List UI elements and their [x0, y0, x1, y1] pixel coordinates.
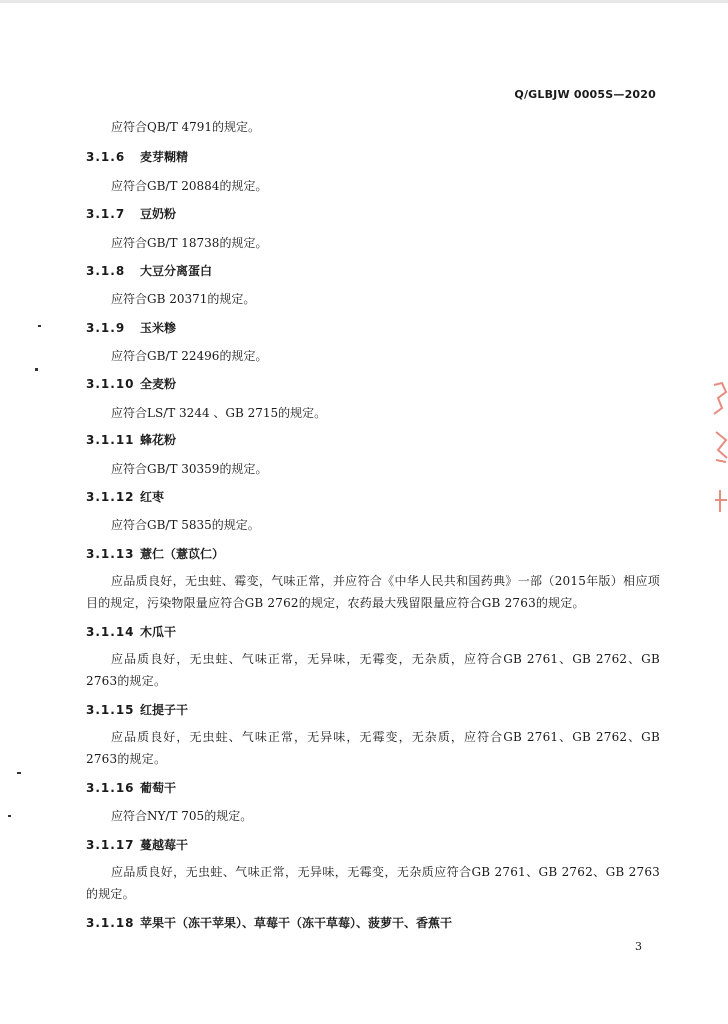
- clause-heading: [86, 262, 212, 280]
- clause-paragraph: 应品质良好，无虫蛀、气味正常，无异味，无霉变，无杂质，应符合GB 2761、GB 2762、GB 2763的规定。: [86, 730, 660, 766]
- clause-title: 木瓜干: [140, 625, 177, 639]
- clause-number: 3.1.7: [86, 207, 126, 221]
- clause-title: 玉米糁: [140, 321, 177, 335]
- clause-title: 苹果干（冻干苹果）、草莓干（冻干草莓）、菠萝干、香蕉干: [140, 916, 453, 930]
- clause-text: 应符合QB/T 4791的规定。: [111, 120, 261, 134]
- clause-text: 应符合LS/T 3244 、GB 2715的规定。: [111, 406, 327, 420]
- clause-title: 全麦粉: [140, 377, 177, 391]
- clause-number: 3.1.6: [86, 150, 126, 164]
- clause-number: 3.1.16: [86, 781, 135, 795]
- clause-heading: [86, 375, 176, 393]
- scan-speck: [35, 368, 38, 371]
- clause-title: 蔓越莓干: [140, 838, 189, 852]
- clause-number: 3.1.15: [86, 703, 135, 717]
- page-number: 3: [635, 940, 642, 953]
- clause-paragraph: 应品质良好，无虫蛀、气味正常，无异味，无霉变，无杂质应符合GB 2761、GB 2762、GB 2763的规定。: [86, 865, 660, 901]
- clause-title: 大豆分离蛋白: [140, 264, 213, 278]
- clause-heading: [86, 914, 452, 932]
- scan-speck: [17, 772, 21, 774]
- clause-heading: [86, 148, 188, 166]
- clause-number: 3.1.14: [86, 625, 135, 639]
- clause-title: 蜂花粉: [140, 433, 177, 447]
- clause-paragraph: 应品质良好，无虫蛀、霉变，气味正常，并应符合《中华人民共和国药典》一部（2015年版）相应项目的规定，污染物限量应符合GB 2762的规定，农药最大残留限量应符合GB 2763的规定。: [86, 574, 660, 610]
- scan-top-edge: [0, 0, 728, 3]
- clause-number: 3.1.13: [86, 547, 135, 561]
- clause-text: 应符合GB/T 20884的规定。: [111, 179, 268, 193]
- red-seal-fragment: [714, 383, 727, 512]
- clause-heading: [86, 488, 164, 506]
- clause-text: 应符合GB/T 18738的规定。: [111, 236, 268, 250]
- clause-title: 葡萄干: [140, 781, 177, 795]
- clause-paragraph: 应品质良好，无虫蛀、气味正常，无异味，无霉变，无杂质，应符合GB 2761、GB 2762、GB 2763的规定。: [86, 652, 660, 688]
- clause-title: 豆奶粉: [140, 207, 177, 221]
- scan-speck: [8, 815, 11, 817]
- clause-number: 3.1.9: [86, 321, 126, 335]
- clause-heading: [86, 623, 176, 641]
- clause-text: 应符合GB/T 30359的规定。: [111, 462, 268, 476]
- clause-heading: [86, 836, 188, 854]
- clause-heading: [86, 319, 176, 337]
- clause-number: 3.1.10: [86, 377, 135, 391]
- clause-title: 红枣: [140, 490, 165, 504]
- clause-heading: [86, 431, 176, 449]
- clause-number: 3.1.12: [86, 490, 135, 504]
- clause-heading: [86, 545, 224, 563]
- clause-title: 薏仁（薏苡仁）: [140, 547, 225, 561]
- clause-number: 3.1.17: [86, 838, 135, 852]
- clause-heading: [86, 701, 188, 719]
- clause-title: 麦芽糊精: [140, 150, 189, 164]
- clause-number: 3.1.8: [86, 264, 126, 278]
- document-code: Q/GLBJW 0005S—2020: [514, 88, 656, 101]
- clause-heading: [86, 205, 176, 223]
- clause-number: 3.1.18: [86, 916, 135, 930]
- scan-speck: [38, 325, 41, 327]
- clause-text: 应符合GB 20371的规定。: [111, 292, 256, 306]
- clause-heading: [86, 779, 176, 797]
- clause-text: 应符合GB/T 5835的规定。: [111, 518, 260, 532]
- clause-number: 3.1.11: [86, 433, 135, 447]
- clause-title: 红提子干: [140, 703, 189, 717]
- clause-text: 应符合NY/T 705的规定。: [111, 809, 253, 823]
- clause-text: 应符合GB/T 22496的规定。: [111, 349, 268, 363]
